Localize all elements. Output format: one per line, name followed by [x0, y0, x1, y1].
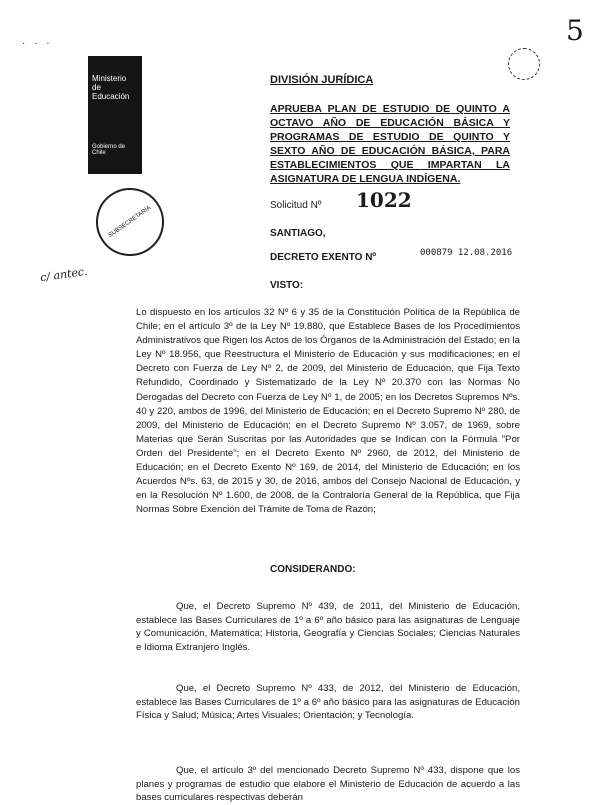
stamp-text: SUBSECRETARÍA — [107, 205, 153, 239]
considerando-paragraph: Que, el artículo 3º del mencionado Decreto Supremo Nº 433, dispone que los planes y programas de estudio que elabore el Ministerio de Educación de acuerdo a las bases curriculares respectivas deberán — [136, 765, 520, 804]
subsecretaria-stamp — [83, 175, 178, 270]
solicitud-number: 1022 — [356, 188, 412, 212]
decree-label: DECRETO EXENTO Nº — [270, 252, 377, 263]
considerando-paragraph: Que, el Decreto Supremo Nº 439, de 2011, del Ministerio de Educación, establece las Bases Curriculares de 1º a 6º año básico para las asignaturas de Lenguaje y Comunicación, Matemática; Historia, Geografía y Ciencias Sociales; Ciencias Naturales e Idioma Extranjero Inglés. — [136, 601, 520, 653]
visto-body: Lo dispuesto en los artículos 32 Nº 6 y 35 de la Constitución Política de la República de Chile; en el artículo 3º de la Ley Nº 19.880, que Establece Bases de los Procedimientos Administrativos que Rigen los Actos de los Órganos de la Administración del Estado; en la Ley Nº 18.956, que Reestructura el Ministerio de Educación y sus modificaciones; en el Decreto con Fuerza de Ley Nº 2, de 2009, del Ministerio de Educación, que Fija Texto Refundido, Coordinado y Sistematizado de la Ley Nº 20.370 con las Normas No Derogadas del Decreto con Fuerza de Ley Nº 1, de 2005; en los Decretos Supremos Nºs. 40 y 220, ambos de 1996, del Ministerio de Educación; en el Decreto Supremo Nº 280, de 2009, del Ministerio de Educación; en el Decreto Supremo Nº 3.057, de 1969, sobre Materias que Serán Suscritas por las Autoridades que se Indican con la Fórmula "Por Orden del Presidente"; en el Decreto Exento Nº 2960, de 2012, del Ministerio de Educación; en el Decreto Exento Nº 169, de 2014, del Ministerio de Educación; en los Acuerdos Nºs. 63, de 2015 y 30, de 2016, ambos del Consejo Nacional de Educación, y en la Resolución Nº 1.600, de 2008, de la Contraloría General de la República, que Fija Normas Sobre Exención del Trámite de Toma de Razón; — [136, 307, 520, 516]
solicitud-label: Solicitud Nº — [270, 200, 322, 211]
decree-number-date: 000879 12.08.2016 — [420, 248, 513, 258]
round-seal-icon — [508, 48, 540, 80]
handwritten-margin-note: c/ antec. — [39, 264, 89, 285]
visto-heading: VISTO: — [270, 280, 304, 291]
document-title: APRUEBA PLAN DE ESTUDIO DE QUINTO A OCTAVO AÑO DE EDUCACIÓN BÁSICA Y PROGRAMAS DE ESTUDIO DE QUINTO Y SEXTO AÑO DE EDUCACIÓN BÁSICA, PARA ESTABLECIMIENTOS QUE IMPARTAN LA ASIGNATURA DE LENGUA INDÍGENA. — [270, 103, 510, 185]
handwritten-page-number: 5 — [566, 14, 584, 47]
considerando-paragraph: Que, el Decreto Supremo Nº 433, de 2012, del Ministerio de Educación, establece las Bases Curriculares de 1º a 6º año básico para las asignaturas de Educación Física y Salud; Música; Artes Visuales; Orientación; y Tecnología. — [136, 683, 520, 722]
considerando-heading: CONSIDERANDO: — [270, 564, 356, 575]
division-heading: DIVISIÓN JURÍDICA — [270, 74, 374, 86]
place-label: SANTIAGO, — [270, 228, 326, 239]
logo-text: Ministerio de Educación — [92, 74, 130, 101]
top-marks: · · · — [22, 38, 53, 49]
logo-subtext: Gobierno de Chile — [92, 144, 126, 156]
